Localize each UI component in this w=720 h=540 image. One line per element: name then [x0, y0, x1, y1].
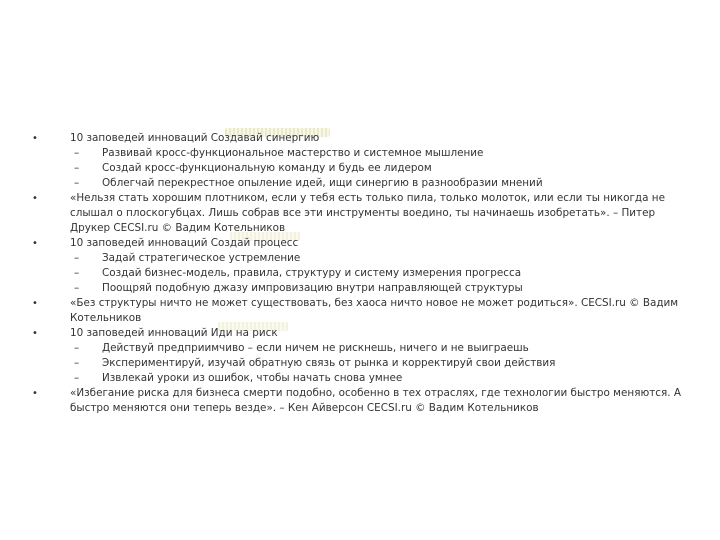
bullet-heading	[32, 131, 682, 146]
dash-icon: –	[74, 267, 80, 279]
bullet-quote	[32, 191, 682, 236]
sub-bullet-text: Извлекай уроки из ошибок, чтобы начать снова умнее	[102, 372, 403, 384]
sub-bullet	[32, 371, 682, 386]
sub-bullet	[32, 266, 682, 281]
dash-icon: –	[74, 177, 80, 189]
sub-bullet-text: Поощряй подобную джазу импровизацию внутри направляющей структуры	[102, 282, 523, 294]
dash-icon: –	[74, 252, 80, 264]
sub-bullet-text: Задай стратегическое устремление	[102, 252, 301, 264]
heading-text: 10 заповедей инноваций Создай процесс	[70, 237, 299, 249]
sub-bullet	[32, 176, 682, 191]
dash-icon: –	[74, 357, 80, 369]
dash-icon: –	[74, 282, 80, 294]
sub-bullet	[32, 161, 682, 176]
sub-bullet	[32, 356, 682, 371]
dash-icon: –	[74, 342, 80, 354]
sub-bullet-text: Создай кросс-функциональную команду и будь ее лидером	[102, 162, 432, 174]
sub-bullet-text: Развивай кросс-функциональное мастерство и системное мышление	[102, 147, 484, 159]
bullet-heading	[32, 236, 682, 251]
bullet-dot-icon: •	[32, 388, 38, 399]
dash-icon: –	[74, 162, 80, 174]
sub-bullet	[32, 281, 682, 296]
sub-bullet-text: Облегчай перекрестное опыление идей, ищи синергию в разнообразии мнений	[102, 177, 543, 189]
sub-bullet	[32, 341, 682, 356]
slide-content	[32, 131, 682, 416]
bullet-dot-icon: •	[32, 238, 38, 249]
bullet-dot-icon: •	[32, 328, 38, 339]
quote-text: «Избегание риска для бизнеса смерти подобно, особенно в тех отраслях, где технологии быстро меняются. А быстро меняются они теперь везде». – Кен Айверсон CECSI.ru © Вадим Котельников	[70, 387, 681, 414]
sub-bullet-text: Действуй предприимчиво – если ничем не рискнешь, ничего и не выиграешь	[102, 342, 529, 354]
sub-bullet	[32, 146, 682, 161]
bullet-heading	[32, 326, 682, 341]
bullet-quote	[32, 296, 682, 326]
sub-bullet-text: Экспериментируй, изучай обратную связь от рынка и корректируй свои действия	[102, 357, 556, 369]
bullet-quote	[32, 386, 682, 416]
sub-bullet	[32, 251, 682, 266]
bullet-dot-icon: •	[32, 133, 38, 144]
dash-icon: –	[74, 372, 80, 384]
dash-icon: –	[74, 147, 80, 159]
heading-text: 10 заповедей инноваций Создавай синергию	[70, 132, 320, 144]
quote-text: «Без структуры ничто не может существовать, без хаоса ничто новое не может родиться». CECSI.ru © Вадим Котельников	[70, 297, 679, 324]
heading-text: 10 заповедей инноваций Иди на риск	[70, 327, 278, 339]
sub-bullet-text: Создай бизнес-модель, правила, структуру и систему измерения прогресса	[102, 267, 522, 279]
quote-text: «Нельзя стать хорошим плотником, если у тебя есть только пила, только молоток, или если ты никогда не слышал о плоскогубцах. Лишь собрав все эти инструменты воедино, ты начинаешь изобретать». – Питер Друкер CECSI.ru © Вадим Котельников	[70, 192, 665, 234]
bullet-dot-icon: •	[32, 193, 38, 204]
bullet-dot-icon: •	[32, 298, 38, 309]
